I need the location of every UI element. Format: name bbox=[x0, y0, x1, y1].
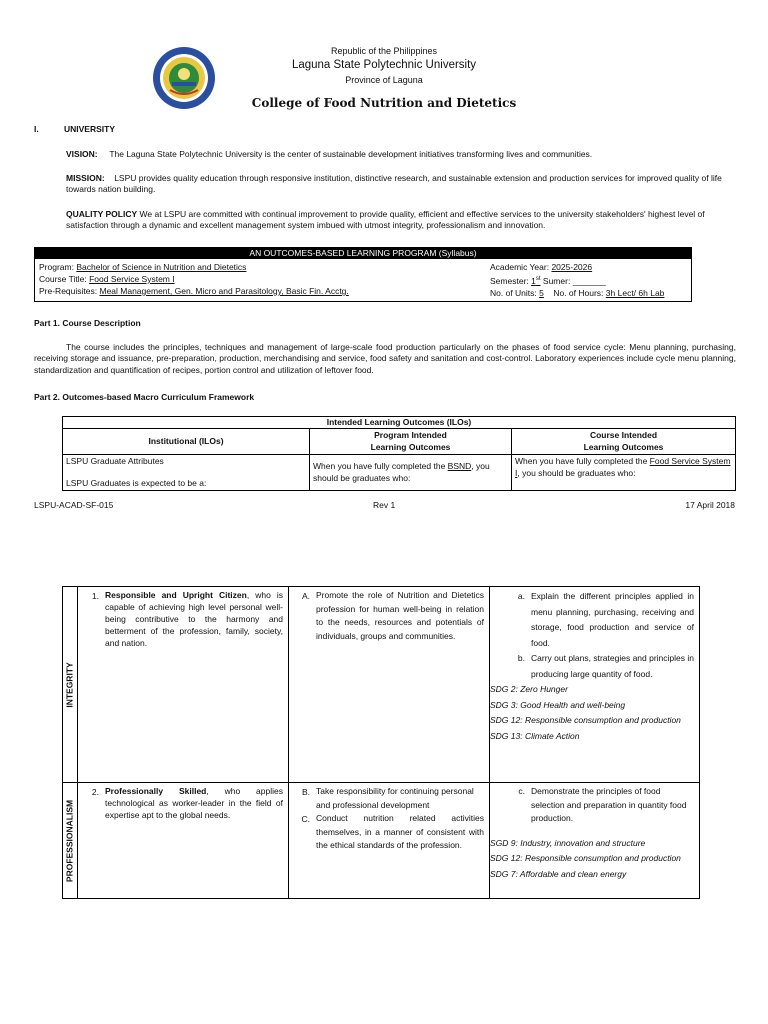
semester-label: Semester: bbox=[490, 275, 529, 286]
course-cell-course: Food Service System I bbox=[515, 456, 731, 478]
course-cell-pre: When you have fully completed the bbox=[515, 456, 650, 467]
footer-date: 17 April 2018 bbox=[685, 500, 735, 510]
item-bold-title: Professionally Skilled bbox=[105, 786, 207, 796]
sdg-item: SGD 9: Industry, innovation and structure bbox=[490, 837, 646, 848]
province-line: Province of Laguna bbox=[345, 75, 423, 85]
course-description: The course includes the principles, techniques and management of large-scale food production particularly on the phases of food service cycle: Menu planning, purchasing, receiving storage and issuance, pre-preparation, production, merchandising and service, food safety and sanitation and cost-control. Laboratory experiences include cycle menu planning, standardization and quantification of recipes, portion control and utilization of leftover food. bbox=[34, 342, 736, 375]
list-item bbox=[83, 589, 283, 649]
academic-year-label: Academic Year: bbox=[490, 262, 550, 272]
category-cell bbox=[63, 783, 78, 899]
program-cell bbox=[310, 455, 512, 491]
list-item bbox=[294, 785, 484, 812]
sdg-item: SDG 13: Climate Action bbox=[490, 730, 580, 741]
col-program bbox=[310, 429, 512, 455]
vision-text: The Laguna State Polytechnic University is the center of sustainable development initiatives transforming lives and communities. bbox=[109, 149, 593, 159]
ilo-header: Intended Learning Outcomes (ILOs) bbox=[63, 417, 736, 429]
col-institutional: Institutional (ILOs) bbox=[63, 429, 310, 455]
category-label: INTEGRITY bbox=[64, 661, 75, 708]
footer-form-code: LSPU-ACAD-SF-015 bbox=[34, 500, 114, 510]
graduate-attributes-text: LSPU Graduate Attributes bbox=[66, 456, 164, 467]
vision-paragraph bbox=[66, 149, 736, 160]
item-label: C. bbox=[301, 814, 310, 824]
quality-policy-paragraph bbox=[66, 209, 736, 232]
college-name: College of Food Nutrition and Dietetics bbox=[251, 96, 517, 110]
semester-value bbox=[531, 276, 540, 286]
prereq-line bbox=[39, 285, 479, 297]
academic-year-value: 2025-2026 bbox=[551, 262, 593, 272]
graduate-expected-text: LSPU Graduates is expected to be a: bbox=[66, 477, 207, 488]
item-text: Carry out plans, strategies and principles in producing large quantity of food. bbox=[531, 653, 694, 679]
obl-program-box bbox=[34, 247, 692, 302]
category-label: PROFESSIONALISM bbox=[64, 799, 75, 882]
col-program-line1: Program Intended bbox=[374, 430, 447, 441]
item-text: Conduct nutrition related activities themselves, in a manner of consistent with the ethical standards of the profession. bbox=[316, 813, 484, 850]
sdg-item: SDG 12: Responsible consumption and production bbox=[490, 853, 681, 863]
university-name: Laguna State Polytechnic University bbox=[291, 59, 477, 71]
col-program-line2: Learning Outcomes bbox=[370, 441, 451, 452]
course-line bbox=[39, 273, 479, 285]
item-text: Take responsibility for continuing personal and professional development bbox=[316, 786, 474, 810]
part2-heading: Part 2. Outcomes-based Macro Curriculum Framework bbox=[34, 392, 255, 402]
item-label: c. bbox=[518, 786, 525, 796]
item-rest: , who is capable of achieving high level personal well-being contributive to the harmony and betterment of the profession, family, society, and nation. bbox=[105, 590, 283, 648]
list-item bbox=[294, 589, 484, 643]
sdg-item: SDG 7: Affordable and clean energy bbox=[490, 868, 627, 879]
list-item bbox=[495, 785, 694, 826]
semester-suffix: st bbox=[535, 276, 541, 282]
program-cell-bsnd: BSND bbox=[447, 461, 472, 472]
sdg-item: SDG 3: Good Health and well-being bbox=[490, 699, 626, 710]
sdg-item: SDG 12: Responsible consumption and production bbox=[490, 715, 681, 725]
list-item bbox=[495, 651, 694, 682]
units-hours-line bbox=[490, 287, 690, 299]
mission-label: MISSION: bbox=[66, 173, 105, 183]
list-item bbox=[83, 785, 283, 821]
col-course bbox=[512, 429, 736, 455]
item-label: A. bbox=[301, 591, 310, 601]
hours-label: No. of Hours: bbox=[553, 287, 604, 298]
institutional-cell bbox=[63, 455, 310, 491]
course-label: Course Title: bbox=[39, 274, 87, 284]
quality-policy-label: QUALITY POLICY bbox=[66, 209, 138, 219]
program-value: Bachelor of Science in Nutrition and Dietetics bbox=[76, 262, 247, 272]
list-item bbox=[294, 812, 484, 853]
col-course-line1: Course Intended bbox=[589, 430, 658, 441]
item-label: B. bbox=[301, 787, 310, 797]
program-cell-pre: When you have fully completed the bbox=[313, 461, 448, 472]
prereq-value: Meal Management, Gen. Micro and Parasitology, Basic Fin. Acctg. bbox=[99, 286, 349, 296]
institutional-outcome-cell bbox=[78, 783, 289, 899]
section-university-heading bbox=[34, 124, 115, 135]
item-text bbox=[105, 785, 283, 821]
item-label: a. bbox=[517, 591, 525, 601]
obl-left-column bbox=[39, 261, 479, 297]
program-label: Program: bbox=[39, 262, 74, 272]
sdg-item: SDG 2: Zero Hunger bbox=[490, 684, 568, 694]
summer-label: Sumer: bbox=[542, 275, 571, 286]
table-row bbox=[63, 783, 700, 899]
institutional-outcome-cell bbox=[78, 587, 289, 783]
item-text bbox=[105, 589, 283, 649]
item-text: Demonstrate the principles of food selection and preparation in quantity food production. bbox=[531, 786, 687, 823]
item-rest: , who applies technological as worker-leader in the field of expertise apt to the global needs. bbox=[105, 786, 283, 820]
col-course-line2: Learning Outcomes bbox=[583, 441, 664, 452]
category-cell bbox=[63, 587, 78, 783]
obl-right-column bbox=[490, 261, 690, 299]
republic-line: Republic of the Philippines bbox=[330, 46, 438, 56]
item-number: 2. bbox=[91, 787, 99, 797]
section-label: UNIVERSITY bbox=[64, 124, 116, 134]
mission-text: LSPU provides quality education through responsive institution, distinctive research, and sustainable extension and production services for improved quality of life towards nation building. bbox=[66, 173, 722, 195]
hours-value: 3h Lect/ 6h Lab bbox=[605, 287, 665, 298]
summer-value: _______ bbox=[572, 275, 606, 286]
item-bold-title: Responsible and Upright Citizen bbox=[105, 590, 247, 600]
vision-label: VISION: bbox=[66, 149, 98, 159]
academic-year-line bbox=[490, 261, 690, 273]
course-outcome-cell bbox=[490, 783, 700, 899]
quality-policy-text: We at LSPU are committed with continual improvement to provide quality, efficient and effective services to the university stakeholders' highest level of satisfaction through a dynamic and excellent management system imbued with utmost integrity, professionalism and innovation. bbox=[66, 209, 705, 231]
semester-line bbox=[490, 273, 690, 287]
footer-revision: Rev 1 bbox=[373, 500, 396, 510]
item-label: b. bbox=[517, 653, 525, 663]
course-cell-post: , you should be graduates who: bbox=[517, 467, 636, 478]
table-row bbox=[63, 587, 700, 783]
course-cell bbox=[512, 455, 736, 491]
item-text: Explain the different principles applied in menu planning, purchasing, receiving and storage, food production and service of food. bbox=[531, 591, 694, 648]
program-outcome-cell bbox=[289, 587, 490, 783]
framework-table bbox=[62, 416, 736, 491]
course-outcome-cell bbox=[490, 587, 700, 783]
item-text: Promote the role of Nutrition and Dietetics profession for human well-being in relation to the needs, resources and potentials of individuals, groups and communities. bbox=[316, 590, 484, 641]
section-number: I. bbox=[34, 124, 39, 134]
item-number: 1. bbox=[91, 591, 99, 601]
outcomes-table bbox=[62, 586, 700, 899]
obl-title: AN OUTCOMES-BASED LEARNING PROGRAM (Syllabus) bbox=[35, 248, 691, 259]
program-cell-post: , you should be graduates who: bbox=[313, 461, 490, 483]
semester-number: 1 bbox=[531, 275, 536, 286]
course-value: Food Service System I bbox=[89, 274, 175, 284]
part1-heading: Part 1. Course Description bbox=[34, 318, 141, 328]
prereq-label: Pre-Requisites: bbox=[39, 286, 98, 296]
list-item bbox=[495, 589, 694, 651]
program-line bbox=[39, 261, 479, 273]
mission-paragraph bbox=[66, 173, 736, 196]
units-label: No. of Units: bbox=[490, 287, 537, 298]
units-value: 5 bbox=[539, 287, 544, 298]
program-outcome-cell bbox=[289, 783, 490, 899]
